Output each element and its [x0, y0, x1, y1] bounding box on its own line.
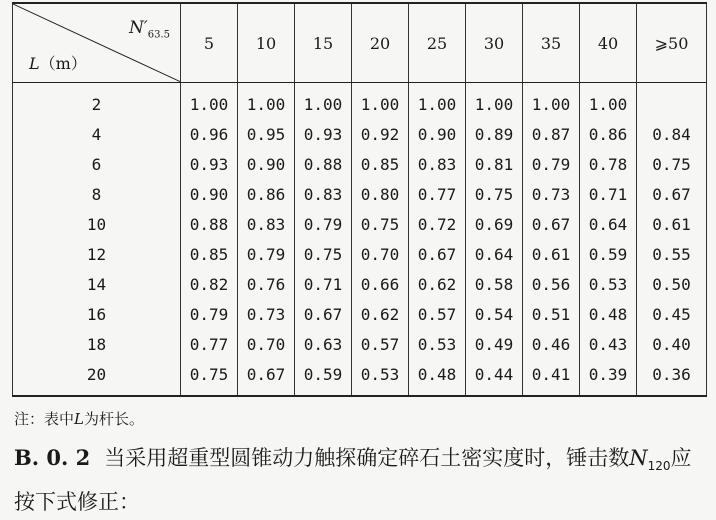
coefficient-cell: 0.83: [295, 179, 352, 209]
coefficient-cell: 0.85: [181, 239, 238, 269]
column-header: 25: [409, 3, 466, 83]
rod-length-cell: 2: [13, 83, 181, 120]
coefficient-cell: 0.72: [409, 209, 466, 239]
coefficient-cell: 0.80: [352, 179, 409, 209]
coefficient-cell: 0.71: [295, 269, 352, 299]
coefficient-cell: 0.44: [466, 359, 523, 396]
coefficient-cell: 0.86: [238, 179, 295, 209]
coefficient-cell: 1.00: [352, 83, 409, 120]
coefficient-cell: 0.45: [637, 299, 707, 329]
coefficient-cell: 0.75: [637, 149, 707, 179]
coefficient-cell: 0.67: [238, 359, 295, 396]
coefficient-cell: 0.83: [409, 149, 466, 179]
table-row: [13, 83, 707, 120]
paragraph-symbol: N: [629, 446, 648, 470]
coefficient-cell: 0.79: [238, 239, 295, 269]
coefficient-cell: 0.53: [580, 269, 637, 299]
coefficient-cell: 0.95: [238, 119, 295, 149]
coefficient-cell: 0.83: [238, 209, 295, 239]
coefficient-cell: 1.00: [409, 83, 466, 120]
coefficient-cell: 0.59: [295, 359, 352, 396]
coefficient-cell: 0.75: [295, 239, 352, 269]
coefficient-cell: 0.79: [295, 209, 352, 239]
coefficient-cell: 0.77: [181, 329, 238, 359]
table-row: [13, 329, 707, 359]
coefficient-cell: 0.79: [181, 299, 238, 329]
rod-length-cell: 8: [13, 179, 181, 209]
correction-table-container: [12, 2, 706, 397]
coefficient-cell: 0.90: [409, 119, 466, 149]
table-row: [13, 179, 707, 209]
coefficient-cell: 0.57: [409, 299, 466, 329]
coefficient-cell: 0.71: [580, 179, 637, 209]
coefficient-cell: 0.86: [580, 119, 637, 149]
coefficient-cell: 0.67: [523, 209, 580, 239]
coefficient-cell: 0.43: [580, 329, 637, 359]
coefficient-cell: 0.88: [295, 149, 352, 179]
coefficient-cell: 0.57: [352, 329, 409, 359]
coefficient-cell: 0.48: [580, 299, 637, 329]
coefficient-cell: 0.40: [637, 329, 707, 359]
coefficient-cell: 0.53: [409, 329, 466, 359]
table-row: [13, 299, 707, 329]
coefficient-cell: 0.62: [409, 269, 466, 299]
coefficient-cell: [637, 83, 707, 120]
paragraph-text-before: 当采用超重型圆锥动力触探确定碎石土密实度时，锤击数: [104, 446, 630, 470]
coefficient-cell: 0.67: [295, 299, 352, 329]
coefficient-cell: 0.78: [580, 149, 637, 179]
table-row: [13, 359, 707, 396]
table-header-row: [13, 3, 707, 83]
column-header: 20: [352, 3, 409, 83]
column-header: 15: [295, 3, 352, 83]
coefficient-cell: 0.62: [352, 299, 409, 329]
coefficient-cell: 0.87: [523, 119, 580, 149]
rod-length-cell: 16: [13, 299, 181, 329]
coefficient-cell: 0.67: [637, 179, 707, 209]
coefficient-cell: 0.53: [352, 359, 409, 396]
column-header: ⩾50: [637, 3, 707, 83]
coefficient-cell: 0.89: [466, 119, 523, 149]
coefficient-cell: 0.73: [523, 179, 580, 209]
coefficient-cell: 0.82: [181, 269, 238, 299]
rod-length-cell: 18: [13, 329, 181, 359]
coefficient-cell: 0.46: [523, 329, 580, 359]
coefficient-cell: 1.00: [580, 83, 637, 120]
section-number: B. 0. 2: [14, 445, 91, 470]
coefficient-cell: 1.00: [238, 83, 295, 120]
table-row: [13, 239, 707, 269]
coefficient-cell: 0.85: [352, 149, 409, 179]
coefficient-cell: 0.73: [238, 299, 295, 329]
coefficient-cell: 1.00: [295, 83, 352, 120]
table-row: [13, 149, 707, 179]
coefficient-cell: 0.90: [181, 179, 238, 209]
coefficient-cell: 1.00: [181, 83, 238, 120]
coefficient-cell: 0.93: [295, 119, 352, 149]
coefficient-cell: 0.96: [181, 119, 238, 149]
coefficient-cell: 0.54: [466, 299, 523, 329]
coefficient-cell: 0.36: [637, 359, 707, 396]
coefficient-cell: 0.49: [466, 329, 523, 359]
column-header: 35: [523, 3, 580, 83]
table-note: 注：表中L为杆长。: [14, 410, 144, 428]
coefficient-cell: 0.92: [352, 119, 409, 149]
coefficient-cell: 0.66: [352, 269, 409, 299]
coefficient-cell: 0.51: [523, 299, 580, 329]
coefficient-cell: 0.77: [409, 179, 466, 209]
coefficient-cell: 0.88: [181, 209, 238, 239]
coefficient-cell: 0.58: [466, 269, 523, 299]
correction-coefficient-table: [12, 2, 707, 397]
coefficient-cell: 0.67: [409, 239, 466, 269]
coefficient-cell: 1.00: [466, 83, 523, 120]
coefficient-cell: 0.61: [637, 209, 707, 239]
coefficient-cell: 0.56: [523, 269, 580, 299]
coefficient-cell: 0.64: [466, 239, 523, 269]
coefficient-cell: 0.75: [181, 359, 238, 396]
coefficient-cell: 0.69: [466, 209, 523, 239]
coefficient-cell: 0.64: [580, 209, 637, 239]
rod-length-cell: 14: [13, 269, 181, 299]
column-header: 30: [466, 3, 523, 83]
table-row: [13, 209, 707, 239]
table-row: [13, 119, 707, 149]
corner-column-label: $N'_{63.5}$: [128, 18, 170, 41]
corner-row-label: L（m）: [29, 54, 87, 73]
coefficient-cell: 0.70: [352, 239, 409, 269]
coefficient-cell: 0.59: [580, 239, 637, 269]
section-paragraph: [14, 440, 704, 520]
rod-length-cell: 4: [13, 119, 181, 149]
coefficient-cell: 0.75: [352, 209, 409, 239]
coefficient-cell: 0.61: [523, 239, 580, 269]
coefficient-cell: 0.93: [181, 149, 238, 179]
coefficient-cell: 0.48: [409, 359, 466, 396]
paragraph-symbol-subscript: 120: [647, 459, 671, 474]
coefficient-cell: 0.50: [637, 269, 707, 299]
coefficient-cell: 0.81: [466, 149, 523, 179]
coefficient-cell: 0.55: [637, 239, 707, 269]
coefficient-cell: 0.90: [238, 149, 295, 179]
coefficient-cell: 0.41: [523, 359, 580, 396]
table-row: [13, 269, 707, 299]
rod-length-cell: 20: [13, 359, 181, 396]
coefficient-cell: 0.75: [466, 179, 523, 209]
column-header: 40: [580, 3, 637, 83]
rod-length-cell: 12: [13, 239, 181, 269]
coefficient-cell: 0.84: [637, 119, 707, 149]
coefficient-cell: 0.70: [238, 329, 295, 359]
diagonal-header-cell: [13, 3, 181, 83]
column-header: 5: [181, 3, 238, 83]
coefficient-cell: 0.79: [523, 149, 580, 179]
coefficient-cell: 0.76: [238, 269, 295, 299]
rod-length-cell: 10: [13, 209, 181, 239]
column-header: 10: [238, 3, 295, 83]
coefficient-cell: 1.00: [523, 83, 580, 120]
note-symbol: L: [74, 410, 84, 428]
paragraph-text-after: 应按下式修正：: [14, 446, 692, 515]
coefficient-cell: 0.39: [580, 359, 637, 396]
rod-length-cell: 6: [13, 149, 181, 179]
table-body: [13, 83, 707, 397]
coefficient-cell: 0.63: [295, 329, 352, 359]
